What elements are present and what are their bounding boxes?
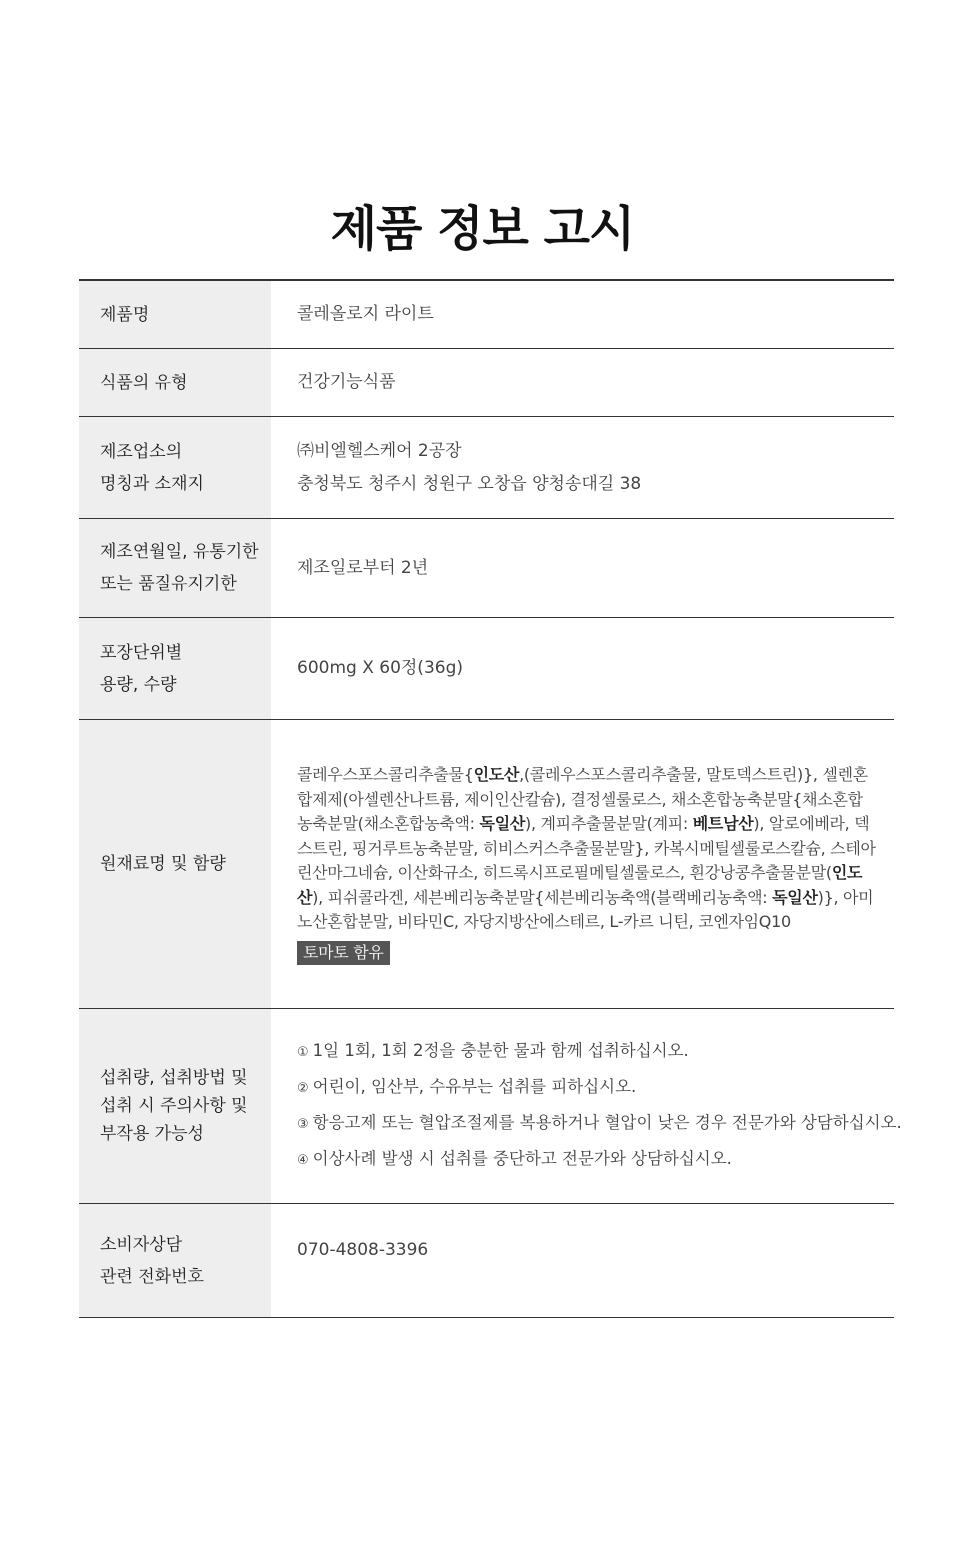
ingredient-text: ), 알로에베라, 덱 xyxy=(753,814,870,833)
item-text: 이상사례 발생 시 섭취를 중단하고 전문가와 상담하십시오. xyxy=(312,1149,732,1168)
row-label-line: 제품명 xyxy=(100,304,150,325)
ingredients-line xyxy=(297,812,894,837)
row-label-line: 제조연월일, 유통기한 xyxy=(100,542,259,562)
row-label xyxy=(79,519,271,617)
ingredient-text: ), 피쉬콜라겐, 세븐베리농축분말{세븐베리농축액(블랙베리농축액: xyxy=(312,887,773,907)
row-value-line: 충청북도 청주시 청원구 오창읍 양청송대길 38 xyxy=(297,473,642,494)
row-value-line: ㈜비엘헬스케어 2공장 xyxy=(297,440,462,461)
intake-item xyxy=(297,1070,902,1106)
ingredient-text: 농축분말(채소혼합농축액: xyxy=(297,814,480,833)
row-label xyxy=(79,720,271,1008)
row-label-line: 부작용 가능성 xyxy=(100,1124,204,1144)
origin-text: 산 xyxy=(297,887,313,907)
row-label xyxy=(79,1204,271,1317)
item-text: 항응고제 또는 혈압조절제를 복용하거나 혈압이 낮은 경우 전문가와 상담하십시오. xyxy=(312,1113,902,1132)
ingredient-text: 합제제(아셀렌산나트륨, 제이인산칼슘), 결정셀룰로스, 채소혼합농축분말{채소혼합 xyxy=(297,789,863,809)
ingredient-text: ,(콜레우스포스콜리추출물, 말토덱스트린)}, 셀렌혼 xyxy=(519,765,868,784)
row-label-line: 원재료명 및 함량 xyxy=(100,854,226,874)
ingredient-text: 스트린, 핑거루트농축분말, 히비스커스추출물분말}, 카복시메틸셀룰로스칼슘, 스테아 xyxy=(297,838,876,858)
row-label-line: 또는 품질유지기한 xyxy=(100,574,237,594)
ingredient-text: )}, 아미 xyxy=(817,887,874,907)
intake-item xyxy=(297,1106,902,1142)
row-label-line: 포장단위별 xyxy=(100,642,183,663)
item-text: 1일 1회, 1회 2정을 충분한 물과 함께 섭취하십시오. xyxy=(312,1041,689,1060)
row-label-line: 명칭과 소재지 xyxy=(100,473,204,494)
table-row-consumer-phone xyxy=(79,1204,894,1318)
intake-item xyxy=(297,1034,902,1070)
row-label-line: 제조업소의 xyxy=(100,441,183,462)
ingredient-text: 노산혼합분말, 비타민C, 자당지방산에스테르, L-카르 니틴, 코엔자임Q10 xyxy=(297,912,791,931)
table-row-food-type xyxy=(79,349,894,417)
row-label xyxy=(79,349,271,416)
table-row-ingredients xyxy=(79,720,894,1009)
item-number: ③ xyxy=(297,1117,309,1132)
row-label-line: 관련 전화번호 xyxy=(100,1266,204,1287)
row-value xyxy=(271,349,894,416)
row-label xyxy=(79,417,271,518)
row-value-line: 600mg X 60정(36g) xyxy=(297,658,463,678)
page-title: 제품 정보 고시 xyxy=(330,201,635,257)
product-info-table xyxy=(79,279,902,1318)
row-label-line: 섭취량, 섭취방법 및 xyxy=(100,1068,248,1088)
row-label-line: 용량, 수량 xyxy=(100,674,177,695)
row-label-line: 소비자상담 xyxy=(100,1234,183,1255)
item-number: ② xyxy=(297,1081,309,1096)
row-value-line: 건강기능식품 xyxy=(297,372,396,392)
ingredients-line xyxy=(297,837,894,862)
ingredients-line xyxy=(297,886,894,911)
intake-item xyxy=(297,1142,902,1178)
item-number: ④ xyxy=(297,1153,309,1168)
row-value xyxy=(271,1204,894,1317)
row-value xyxy=(271,720,894,1008)
table-row-manufacturer xyxy=(79,417,894,519)
allergen-badge: 토마토 함유 xyxy=(297,941,390,965)
ingredient-text: 콜레우스포스콜리추출물{ xyxy=(297,765,474,784)
ingredients-text xyxy=(297,763,894,965)
row-label xyxy=(79,618,271,719)
ingredients-line xyxy=(297,788,894,813)
row-label-line: 식품의 유형 xyxy=(100,372,188,393)
ingredients-lines xyxy=(297,763,894,935)
row-value xyxy=(271,519,894,617)
row-label-line: 섭취 시 주의사항 및 xyxy=(100,1096,248,1116)
row-label xyxy=(79,1009,271,1203)
origin-text: 독일산 xyxy=(479,814,526,833)
row-value xyxy=(271,1009,902,1203)
ingredient-text: 린산마그네슘, 이산화규소, 히드록시프로필메틸셀룰로스, 흰강낭콩추출물분말( xyxy=(297,863,832,882)
row-value xyxy=(271,417,894,518)
item-text: 어린이, 임산부, 수유부는 섭취를 피하십시오. xyxy=(312,1077,637,1096)
table-row-expiry xyxy=(79,519,894,618)
table-row-package-volume xyxy=(79,618,894,720)
row-value-line: 제조일로부터 2년 xyxy=(297,557,429,578)
table-row-product-name xyxy=(79,281,894,349)
origin-text: 베트남산 xyxy=(692,814,754,833)
row-value xyxy=(271,618,894,719)
row-value-line: 콜레올로지 라이트 xyxy=(297,304,434,324)
row-label xyxy=(79,281,271,348)
row-value xyxy=(271,281,894,348)
origin-text: 인도산 xyxy=(473,765,520,784)
origin-text: 독일산 xyxy=(772,887,818,907)
origin-text: 인도 xyxy=(831,863,863,882)
ingredients-line xyxy=(297,763,894,788)
table-row-intake xyxy=(79,1009,902,1204)
ingredient-text: ), 계피추출물분말(계피: xyxy=(525,814,693,833)
phone-number: 070-4808-3396 xyxy=(297,1240,429,1260)
ingredients-line xyxy=(297,861,894,886)
item-number: ① xyxy=(297,1045,309,1060)
ingredients-line xyxy=(297,910,894,935)
